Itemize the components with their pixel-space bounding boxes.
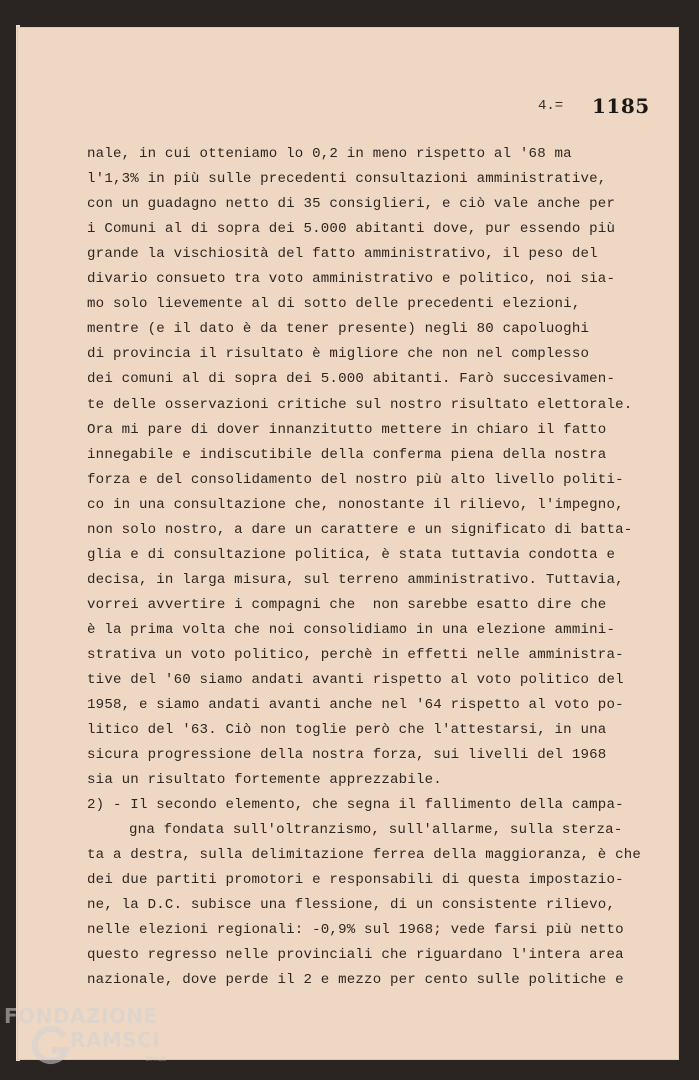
text-line: grande la vischiosità del fatto amministrativo, il peso del [87,246,598,263]
text-line: l'1,3% in più sulle precedenti consultazioni amministrative, [87,171,607,188]
text-line: dei comuni al di sopra dei 5.000 abitanti. Farò succesivamen- [87,371,616,388]
text-line: sia un risultato fortemente apprezzabile. [87,772,442,789]
text-line: nazionale, dove perde il 2 e mezzo per cento sulle politiche e [87,972,624,989]
text-line: dei due partiti promotori e responsabili di questa impostazio- [87,872,624,889]
text-line: vorrei avvertire i compagni che non sarebbe esatto dire che [87,596,607,613]
text-line: glia e di consultazione politica, è stata tuttavia condotta e [87,546,616,563]
watermark-suffix: onlus [145,1054,167,1063]
text-line: te delle osservazioni critiche sul nostro risultato elettorale. [87,396,633,413]
watermark-g-icon [28,1024,72,1068]
text-line: 1958, e siamo andati avanti anche nel '64 rispetto al voto po- [87,697,624,714]
text-line: non solo nostro, a dare un carattere e un significato di batta- [87,521,633,538]
page-label: 4.= [538,98,564,114]
text-line: innegabile e indiscutibile della conferma piena della nostra [87,446,607,463]
text-line: tive del '60 siamo andati avanti rispetto al voto politico del [87,672,624,689]
text-line: ne, la D.C. subisce una flessione, di un consistente rilievo, [87,897,616,914]
text-line: questo regresso nelle provinciali che riguardano l'intera area [87,947,624,964]
watermark-line2: RAMSCI [70,1028,161,1052]
text-line: strativa un voto politico, perchè in effetti nelle amministra- [87,647,624,663]
text-line: sicura progressione della nostra forza, sui livelli del 1968 [87,747,607,764]
text-line: ta a destra, sulla delimitazione ferrea della maggioranza, è che [87,847,642,864]
text-line: gna fondata sull'oltranzismo, sull'allarme, sulla sterza- [129,822,623,839]
text-line: divario consueto tra voto amministrativo e politico, noi sia- [87,271,616,288]
text-line: nelle elezioni regionali: -0,9% sul 1968; vede farsi più netto [87,922,624,939]
text-line: co in una consultazione che, nonostante il rilievo, l'impegno, [87,496,624,513]
watermark-logo [4,1004,184,1080]
text-line: decisa, in larga misura, sul terreno amministrativo. Tuttavia, [87,571,624,588]
text-line: con un guadagno netto di 35 consiglieri, e ciò vale anche per [87,196,616,213]
watermark-line1: FONDAZIONE [4,1004,158,1028]
section-heading-line: 2) - Il secondo elemento, che segna il fallimento della campa- [87,797,624,813]
text-line: nale, in cui otteniamo lo 0,2 in meno rispetto al '68 ma [87,146,572,162]
text-line: i Comuni al di sopra dei 5.000 abitanti dove, pur essendo più [87,221,616,238]
text-line: forza e del consolidamento del nostro più alto livello politi- [87,471,624,488]
text-line: è la prima volta che noi consolidiamo in una elezione ammini- [87,621,616,638]
text-line: litico del '63. Ciò non toglie però che l'attestarsi, in una [87,722,607,739]
page-header [0,94,699,120]
text-line: mentre (e il dato è da tener presente) negli 80 capoluoghi [87,321,590,338]
text-line: mo solo lievemente al di sotto delle precedenti elezioni, [87,296,581,313]
text-line: di provincia il risultato è migliore che non nel complesso [87,346,590,363]
page-number: 1185 [592,94,650,118]
text-line: Ora mi pare di dover innanzitutto mettere in chiaro il fatto [87,421,607,438]
